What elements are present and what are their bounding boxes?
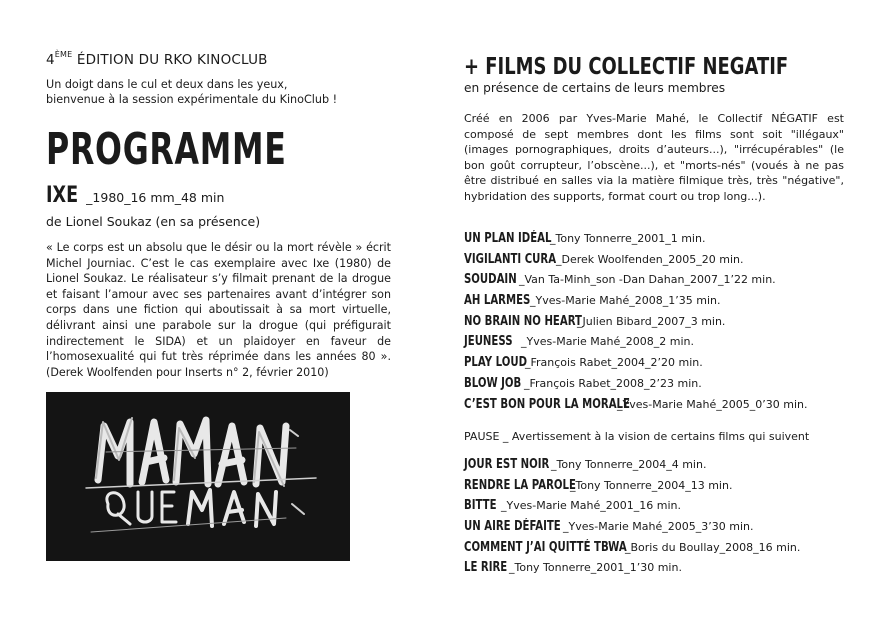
film-info: _Boris du Boullay_2008_16 min. [625,540,801,554]
intro-text [46,77,337,107]
film-title: JEUNESS [464,334,513,350]
film-title: JOUR EST NOIR [464,457,550,472]
collectif-subtitle: en présence de certains de leurs membres [464,81,726,95]
edition-text: ÉDITION DU RKO KINOCLUB [72,52,268,68]
list-item [464,455,800,476]
feature-title: IXE [46,183,79,208]
list-item [464,496,800,517]
list-item [464,374,807,395]
list-item [464,395,807,416]
list-item [464,270,807,291]
programme-title: PROGRAMME [46,124,287,175]
poster-image [46,392,350,561]
list-item [464,332,807,353]
list-item [464,312,807,333]
film-title: UN PLAN IDÉAL [464,231,552,246]
list-item [464,250,807,271]
poster-artwork [46,392,350,561]
feature-meta: _1980_16 mm_48 min [82,190,225,205]
film-info: _Yves-Marie Mahé_2005_3’30 min. [563,520,754,534]
pause-note: PAUSE _ Avertissement à la vision de certains films qui suivent [464,430,810,443]
film-info: _Yves-Marie Mahé_2001_16 min. [501,499,681,513]
film-title: NO BRAIN NO HEART [464,313,582,329]
feature-author: de Lionel Soukaz (en sa présence) [46,214,261,229]
edition-superscript: ÈME [54,50,73,59]
film-info: _François Rabet_2004_2’20 min. [525,356,703,370]
film-title: BITTE [464,498,497,514]
collectif-description: Créé en 2006 par Yves-Marie Mahé, le Collectif NÉGATIF est composé de sept membres dont les films sont soit "illégaux" (images pornographiques, droits d’auteurs...), "irrécupérables" (le bon goût corrupteur, l’obscène...), et "morts-nés" (voués à ne pas être distribué en salles via la matière filmique très, très "négative", hybridation des supports, format court ou trop long...). [464,112,844,203]
intro-line-1: Un doigt dans le cul et deux dans les yeux, [46,78,288,91]
list-item [464,353,807,374]
film-title: C’EST BON POUR LA MORALE [464,396,630,412]
film-info: _Tony Tonnerre_2004_13 min. [570,478,733,492]
film-title: VIGILANTI CURA [464,251,557,267]
list-item [464,538,800,559]
film-title: SOUDAIN [464,272,517,288]
film-title: COMMENT J’AI QUITTÉ TBWA [464,539,627,555]
film-info: _Tony Tonnerre_2004_4 min. [551,458,707,471]
film-info: _François Rabet_2008_2’23 min. [524,376,702,390]
film-info: _Yves-Marie Mahé_2008_2 min. [521,335,694,349]
film-title: LE RIRE [464,560,508,576]
feature-description: « Le corps est un absolu que le désir ou la mort révèle » écrit Michel Journiac. C’est le cas exemplaire avec Ixe (1980) de Lionel Soukaz. Le réalisateur s’y filmait prenant de la drogue et faisant l’amour avec ses partenaires avant d’intégrer son corps dans une fiction qui aboutissait à sa mort virtuelle, délivrant ainsi une parabole sur la drogue (qui préfigurait indirectement le SIDA) et un plaidoyer en faveur de l’homosexualité qui fut très réprimée dans les années 80 ». (Derek Woolfenden pour Inserts n° 2, février 2010) [46,241,391,379]
film-info: _Tony Tonnerre_2001_1 min. [550,232,706,245]
list-item [464,558,800,579]
film-info: _Julien Bibard_2007_3 min. [577,314,726,328]
film-info: _Derek Woolfenden_2005_20 min. [556,252,744,266]
film-title: RENDRE LA PAROLE [464,477,576,493]
list-item [464,476,800,497]
collectif-title: + FILMS DU COLLECTIF NEGATIF [464,54,789,80]
list-item [464,291,807,312]
list-item [464,229,807,250]
feature-heading [46,183,224,208]
film-list-part-2 [464,455,800,579]
edition-number: 4 [46,52,55,68]
film-title: UN AIRE DÉFAITE [464,519,561,535]
film-info: _Van Ta-Minh_son -Dan Dahan_2007_1’22 min. [519,273,776,287]
film-info: _Tony Tonnerre_2001_1’30 min. [509,561,682,575]
film-info: _Yves-Marie Mahé_2008_1’35 min. [530,294,721,308]
intro-line-2: bienvenue à la session expérimentale du KinoClub ! [46,93,338,106]
film-list-part-1 [464,229,807,415]
film-title: PLAY LOUD [464,355,528,371]
film-title: AH LARMES [464,293,531,309]
edition-heading [46,50,268,68]
film-info: _Yves-Marie Mahé_2005_0’30 min. [617,397,808,411]
list-item [464,517,800,538]
film-title: BLOW JOB [464,375,522,391]
